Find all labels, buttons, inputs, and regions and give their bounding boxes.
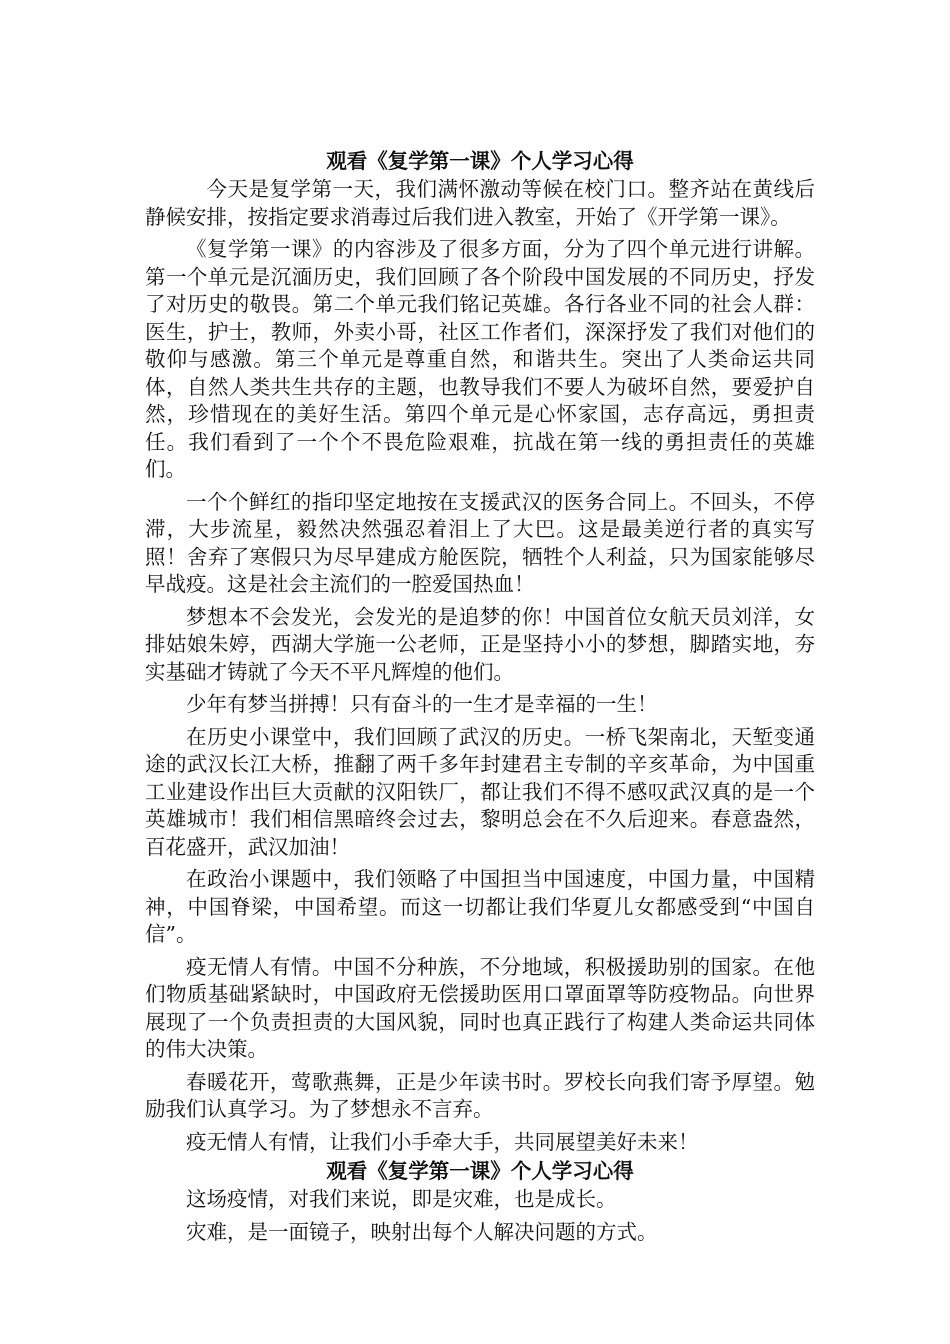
paragraph-dreams: 梦想本不会发光，会发光的是追梦的你！中国首位女航天员刘洋，女排姑娘朱婷，西湖大学施一公老师，正是坚持小小的梦想，脚踏实地，夯实基础才铸就了今天不平凡辉煌的他们。 bbox=[145, 604, 815, 684]
paragraph-closing: 疫无情人有情，让我们小手牵大手，共同展望美好未来！ bbox=[186, 1129, 699, 1154]
paragraph-epidemic: 这场疫情，对我们来说，即是灾难，也是成长。 bbox=[186, 1187, 617, 1211]
paragraph-wuhan-history: 在历史小课堂中，我们回顾了武汉的历史。一桥飞架南北，天堑变通途的武汉长江大桥，推翻了两千多年封建君主专制的辛亥革命，为中国重工业建设作出巨大贡献的汉阳铁厂，都让我们不得不感叹武汉真的是一个英雄城市！我们相信黑暗终会过去，黎明总会在不久后迎来。春意盎然，百花盛开，武汉加油！ bbox=[145, 724, 815, 859]
paragraph-units: 《复学第一课》的内容涉及了很多方面，分为了四个单元进行讲解。第一个单元是沉湎历史，我们回顾了各个阶段中国发展的不同历史，抒发了对历史的敬畏。第二个单元我们铭记英雄。各行各业不同的社会人群：医生，护士，教师，外卖小哥，社区工作者们，深深抒发了我们对他们的敬仰与感激。第三个单元是尊重自然，和谐共生。突出了人类命运共同体，自然人类共生共存的主题，也教导我们不要人为破坏自然，要爱护自然，珍惜现在的美好生活。第四个单元是心怀家国，志存高远，勇担责任。我们看到了一个个不畏危险艰难，抗战在第一线的勇担责任的英雄们。 bbox=[145, 237, 815, 481]
paragraph-principal: 春暖花开，莺歌燕舞，正是少年读书时。罗校长向我们寄予厚望。勉励我们认真学习。为了梦想永不言弃。 bbox=[145, 1069, 815, 1121]
paragraph-intro: 今天是复学第一天，我们满怀激动等候在校门口。整齐站在黄线后静候安排，按指定要求消毒过后我们进入教室，开始了《开学第一课》。 bbox=[145, 177, 815, 229]
document-title: 观看《复学第一课》个人学习心得 bbox=[326, 149, 634, 173]
paragraph-politics: 在政治小课题中，我们领略了中国担当中国速度，中国力量，中国精神，中国脊梁，中国希望。而这一切都让我们华夏儿女都感受到“中国自信”。 bbox=[145, 867, 815, 946]
paragraph-aid: 疫无情人有情。中国不分种族，不分地域，积极援助别的国家。在他们物质基础紧缺时，中国政府无偿援助医用口罩面罩等防疫物品。向世界展现了一个负责担责的大国风貌，同时也真正践行了构建人类命运共同体的伟大决策。 bbox=[145, 954, 815, 1061]
document-page bbox=[145, 146, 815, 1251]
paragraph-mirror: 灾难，是一面镜子，映射出每个人解决问题的方式。 bbox=[186, 1219, 658, 1244]
document-title-second: 观看《复学第一课》个人学习心得 bbox=[326, 1159, 634, 1183]
paragraph-youth: 少年有梦当拼搏！只有奋斗的一生才是幸福的一生！ bbox=[186, 692, 658, 716]
paragraph-fingerprints: 一个个鲜红的指印坚定地按在支援武汉的医务合同上。不回头，不停滞，大步流星，毅然决然强忍着泪上了大巴。这是最美逆行者的真实写照！舍弃了寒假只为尽早建成方舱医院，牺牲个人利益，只为国家能够尽早战疫。这是社会主流们的一腔爱国热血！ bbox=[145, 489, 815, 596]
